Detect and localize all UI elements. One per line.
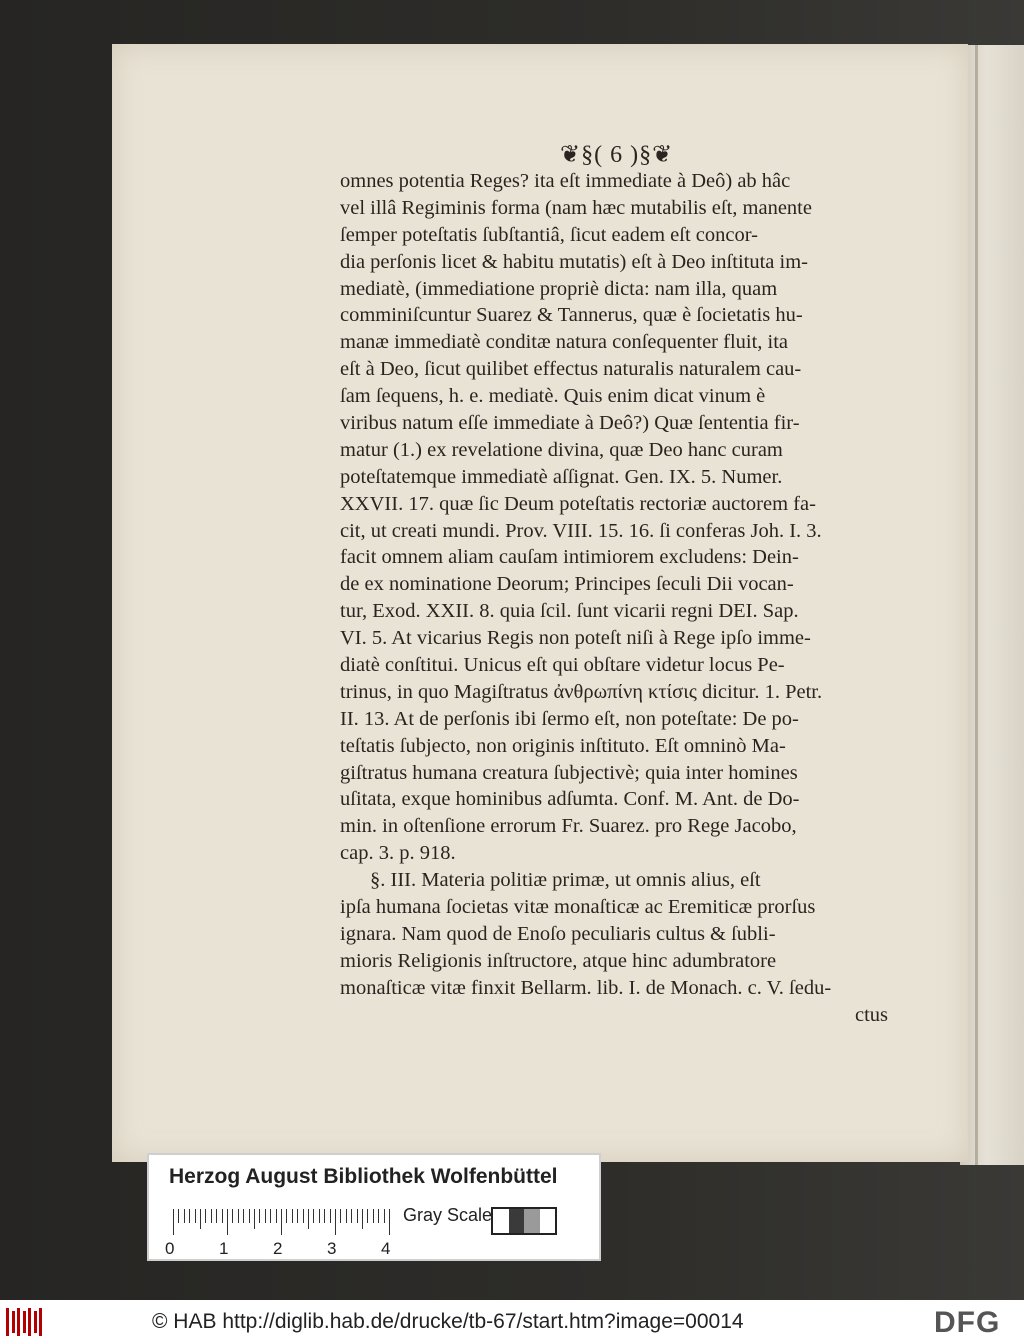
logo-bar bbox=[12, 1311, 15, 1333]
ruler-tick bbox=[173, 1209, 174, 1235]
ruler-tick bbox=[270, 1209, 271, 1223]
ruler-tick bbox=[330, 1209, 331, 1223]
text-line: VI. 5. At vicarius Regis non poteſt niſi à Rege ipſo imme- bbox=[340, 627, 811, 650]
ruler-tick bbox=[373, 1209, 374, 1223]
ruler-labels bbox=[165, 1239, 405, 1259]
logo-bar bbox=[34, 1311, 37, 1333]
text-line: II. 13. At de perſonis ibi ſermo eſt, non poteſtate: De po- bbox=[340, 707, 799, 730]
ruler-tick bbox=[216, 1209, 217, 1223]
text-line: matur (1.) ex revelatione divina, quæ Deo hanc curam bbox=[340, 438, 783, 461]
ruler-label: 1 bbox=[219, 1239, 229, 1258]
ruler-tick bbox=[292, 1209, 293, 1223]
logo-bar bbox=[6, 1308, 9, 1336]
text-line: dia perſonis licet & habitu mutatis) eſt à Deo inſtituta im- bbox=[340, 250, 808, 273]
ruler-tick bbox=[222, 1209, 223, 1223]
hab-library-title: Herzog August Bibliothek Wolfenbüttel bbox=[169, 1165, 558, 1188]
logo-bar bbox=[17, 1308, 20, 1336]
ruler-tick bbox=[195, 1209, 196, 1223]
ruler-tick bbox=[238, 1209, 239, 1223]
ruler-tick bbox=[286, 1209, 287, 1223]
text-line: facit omnem aliam cauſam intimiorem excludens: Dein- bbox=[340, 546, 799, 569]
text-line: giſtratus humana creatura ſubjectivè; quia inter homines bbox=[340, 761, 798, 784]
ruler-label: 3 bbox=[327, 1239, 337, 1258]
text-line: teſtatis ſubjecto, non originis inſtituto. Eſt omninò Ma- bbox=[340, 734, 786, 757]
text-line: min. in oſtenſione errorum Fr. Suarez. pro Rege Jacobo, bbox=[340, 815, 797, 838]
text-line: manæ immediatè conditæ natura conſequenter fluit, ita bbox=[340, 331, 789, 354]
text-line: ſam ſequens, h. e. mediatè. Quis enim dicat vinum è bbox=[340, 385, 766, 408]
ruler-tick bbox=[340, 1209, 341, 1223]
gray-swatch bbox=[493, 1209, 509, 1233]
ruler-tick bbox=[389, 1209, 390, 1235]
ruler-tick bbox=[319, 1209, 320, 1223]
text-line: ctus bbox=[854, 1003, 888, 1026]
document-body-text bbox=[340, 168, 888, 1029]
ruler-label: 2 bbox=[273, 1239, 283, 1258]
page-number-header: ❦§( 6 )§❦ bbox=[560, 142, 674, 168]
ruler-tick bbox=[276, 1209, 277, 1223]
text-line: cap. 3. p. 918. bbox=[340, 842, 456, 865]
adjacent-page-fold bbox=[975, 45, 978, 1165]
text-line: omnes potentia Reges? ita eſt immediate à Deô) ab hâc bbox=[340, 170, 791, 192]
ruler-tick bbox=[211, 1209, 212, 1223]
text-line: tur, Exod. XXII. 8. quia ſcil. ſunt vicarii regni DEI. Sap. bbox=[340, 600, 799, 623]
text-line: viribus natum eſſe immediate à Deô?) Quæ ſententia fir- bbox=[340, 412, 800, 435]
text-line: ignara. Nam quod de Enoſo peculiaris cultus & ſubli- bbox=[340, 922, 776, 945]
gray-swatch bbox=[524, 1209, 540, 1233]
ruler-tick bbox=[259, 1209, 260, 1223]
text-line: mioris Religionis inſtructore, atque hinc adumbratore bbox=[340, 949, 777, 972]
text-line: de ex nominatione Deorum; Principes ſeculi Dii vocan- bbox=[340, 573, 794, 596]
ruler-tick bbox=[232, 1209, 233, 1223]
footer-bar bbox=[0, 1300, 1024, 1344]
text-line: diatè conſtitui. Unicus eſt qui obſtare videtur locus Pe- bbox=[340, 654, 785, 677]
text-line: uſitata, exque hominibus adſumta. Conf. M. Ant. de Do- bbox=[340, 788, 800, 811]
ruler-tick bbox=[249, 1209, 250, 1223]
ruler-tick bbox=[281, 1209, 282, 1235]
adjacent-page-edge bbox=[960, 45, 1024, 1165]
footer-copyright-url: © HAB http://diglib.hab.de/drucke/tb-67/start.htm?image=00014 bbox=[152, 1310, 744, 1333]
ruler-tick bbox=[227, 1209, 228, 1235]
ruler-tick bbox=[189, 1209, 190, 1223]
hab-color-card bbox=[147, 1153, 601, 1261]
measurement-ruler bbox=[173, 1209, 395, 1235]
hab-logo-icon bbox=[6, 1308, 44, 1336]
dfg-logo: DFG bbox=[934, 1306, 1001, 1339]
ruler-tick bbox=[178, 1209, 179, 1223]
logo-bar bbox=[28, 1308, 31, 1336]
ruler-label: 0 bbox=[165, 1239, 175, 1258]
ruler-tick bbox=[200, 1209, 201, 1229]
logo-bar bbox=[39, 1308, 42, 1336]
ruler-tick bbox=[243, 1209, 244, 1223]
ruler-tick bbox=[335, 1209, 336, 1235]
text-line: comminiſcuntur Suarez & Tannerus, quæ è ſocietatis hu- bbox=[340, 304, 803, 327]
text-line: XXVII. 17. quæ ſic Deum poteſtatis rectoriæ auctorem fa- bbox=[340, 492, 816, 515]
text-line: §. III. Materia politiæ primæ, ut omnis alius, eſt bbox=[370, 869, 761, 892]
ruler-tick bbox=[205, 1209, 206, 1223]
ruler-tick bbox=[367, 1209, 368, 1223]
ruler-tick bbox=[303, 1209, 304, 1223]
text-line: poteſtatemque immediatè aſſignat. Gen. IX. 5. Numer. bbox=[340, 465, 783, 488]
ruler-tick bbox=[346, 1209, 347, 1223]
text-line: trinus, in quo Magiſtratus ἀνθρωπίνη κτίσις dicitur. 1. Petr. bbox=[340, 680, 823, 703]
text-line: cit, ut creati mundi. Prov. VIII. 15. 16. ſi conferas Joh. I. 3. bbox=[340, 519, 822, 542]
ruler-tick bbox=[313, 1209, 314, 1223]
ruler-tick bbox=[378, 1209, 379, 1223]
ruler-tick bbox=[184, 1209, 185, 1223]
text-line: eſt à Deo, ſicut quilibet effectus naturalis naturalem cau- bbox=[340, 358, 802, 381]
ruler-tick bbox=[351, 1209, 352, 1223]
gray-scale-label: Gray Scale bbox=[403, 1205, 493, 1225]
ruler-tick bbox=[265, 1209, 266, 1223]
text-line: vel illâ Regiminis forma (nam hæc mutabilis eſt, manente bbox=[340, 196, 812, 219]
ruler-tick bbox=[297, 1209, 298, 1223]
text-line: ſemper poteſtatis ſubſtantiâ, ſicut eadem eſt concor- bbox=[340, 223, 758, 246]
ruler-tick bbox=[362, 1209, 363, 1229]
ruler-tick bbox=[384, 1209, 385, 1223]
gray-swatch bbox=[509, 1209, 525, 1233]
ruler-tick bbox=[324, 1209, 325, 1223]
text-line: mediatè, (immediatione propriè dicta: nam illa, quam bbox=[340, 277, 778, 300]
ruler-tick bbox=[357, 1209, 358, 1223]
ruler-label: 4 bbox=[381, 1239, 391, 1258]
gray-scale-swatches bbox=[491, 1207, 557, 1235]
text-line: ipſa humana ſocietas vitæ monaſticæ ac Eremiticæ prorſus bbox=[340, 896, 816, 919]
ruler-tick bbox=[308, 1209, 309, 1229]
ruler-tick bbox=[254, 1209, 255, 1229]
text-line: monaſticæ vitæ finxit Bellarm. lib. I. de Monach. c. V. ſedu- bbox=[340, 976, 832, 999]
gray-swatch bbox=[540, 1209, 556, 1233]
logo-bar bbox=[23, 1311, 26, 1333]
